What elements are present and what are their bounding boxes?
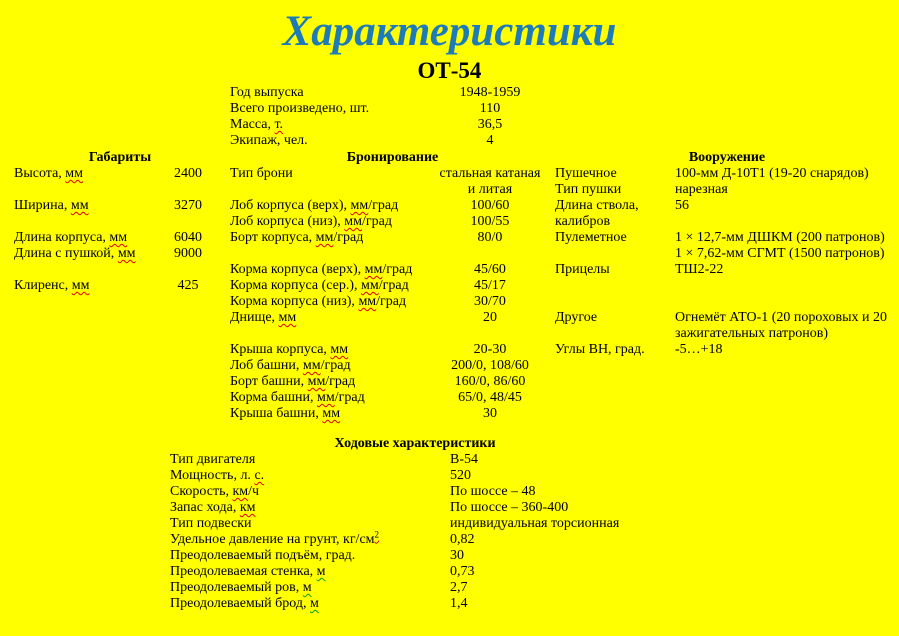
row-label: Корма башни, мм/град (230, 390, 365, 405)
row-value: ТШ2-22 (675, 262, 724, 277)
row-label: Корма корпуса (сер.), мм/град (230, 278, 409, 293)
table-row (170, 516, 660, 532)
row-value: 30 (483, 406, 497, 421)
table-row (555, 310, 899, 342)
table-row (230, 310, 555, 326)
row-value: нарезная (675, 182, 728, 197)
row-label: Скорость, км/ч (170, 484, 260, 499)
table-row (555, 342, 899, 358)
table-row (230, 262, 555, 278)
misspelled-text: мм (330, 342, 349, 357)
row-value: 1948-1959 (459, 85, 521, 100)
row-label: Всего произведено, шт. (230, 101, 370, 116)
row-value: 6040 (174, 230, 202, 245)
misspelled-text: мм (317, 390, 335, 405)
row-label: Тип подвески (170, 516, 252, 531)
table-row (230, 358, 555, 374)
misspelled-text: мм (278, 310, 297, 325)
row-value: 80/0 (477, 230, 503, 245)
row-label: Тип пушки (555, 182, 622, 197)
misspelled-text: м (316, 564, 326, 579)
misspelled-text: км (232, 484, 249, 499)
section-header-armor: Бронирование (346, 150, 439, 165)
section-header-dimensions: Габариты (88, 150, 152, 165)
row-label: Экипаж, чел. (230, 133, 308, 148)
row-label: Тип брони (230, 166, 293, 181)
table-row (230, 133, 670, 149)
misspelled-text: мм (71, 278, 90, 293)
section-header-armament: Вооружение (688, 150, 766, 165)
row-value: 110 (479, 101, 501, 116)
section-header-mobility: Ходовые характеристики (334, 436, 496, 451)
row-label: Преодолеваемая стенка, м (170, 564, 326, 579)
row-value: 1 × 12,7-мм ДШКМ (200 патронов) 1 × 7,62-мм СГМТ (1500 патронов) (675, 230, 885, 261)
row-value: Огнемёт АТО-1 (20 пороховых и 20 зажигательных патронов) (675, 310, 888, 341)
table-row (170, 468, 660, 484)
section-mobility (170, 436, 660, 612)
row-value: 160/0, 86/60 (454, 374, 526, 389)
table-row (230, 85, 670, 101)
table-row (170, 500, 660, 516)
row-label: Борт башни, мм/град (230, 374, 356, 389)
misspelled-text: мм (70, 198, 89, 213)
row-value: 20-30 (473, 342, 507, 357)
misspelled-text: мм (117, 246, 136, 261)
table-row (230, 278, 555, 294)
table-row (555, 198, 899, 230)
misspelled-text: 2 (374, 529, 380, 540)
row-label: Ширина, мм (14, 198, 89, 213)
row-value: 30 (450, 548, 464, 563)
row-label: Корма корпуса (верх), мм/град (230, 262, 413, 277)
row-label: Масса, т. (230, 117, 284, 132)
table-row (230, 214, 555, 230)
row-value: 30/70 (474, 294, 506, 309)
table-row (14, 246, 226, 262)
table-row (14, 278, 226, 294)
misspelled-text: т. (274, 117, 284, 132)
misspelled-text: мм (65, 166, 83, 181)
row-label: Пулеметное (555, 230, 627, 245)
table-row (555, 262, 899, 278)
row-value: 20 (483, 310, 497, 325)
table-row (170, 484, 660, 500)
row-value: 100/55 (470, 214, 510, 229)
dimensions-rows (14, 166, 226, 294)
row-value: 45/60 (474, 262, 506, 277)
misspelled-text: мм (315, 230, 334, 245)
row-value: По шоссе – 360-400 (450, 500, 569, 515)
table-row (230, 198, 555, 214)
model-title: ОТ-54 (417, 58, 482, 83)
spacer-row (230, 326, 555, 342)
table-row (170, 580, 660, 596)
row-label: Борт корпуса, мм/град (230, 230, 364, 245)
misspelled-text: мм (307, 374, 326, 389)
misspelled-text: мм (109, 230, 128, 245)
row-label: Прицелы (555, 262, 610, 277)
row-label: Крыша башни, мм (230, 406, 341, 421)
table-row (170, 548, 660, 564)
section-armor (230, 150, 555, 422)
misspelled-text: мм (364, 262, 383, 277)
table-row (230, 101, 670, 117)
page-title: Характеристики (282, 8, 617, 55)
table-row (14, 198, 226, 214)
armament-rows (555, 166, 899, 358)
row-value: 4 (486, 133, 494, 148)
row-label: Лоб корпуса (верх), мм/град (230, 198, 399, 213)
table-row (230, 406, 555, 422)
row-label: Лоб корпуса (низ), мм/град (230, 214, 392, 229)
row-label: Длина с пушкой, мм (14, 246, 136, 261)
spacer-row (230, 246, 555, 262)
table-row (170, 452, 660, 468)
table-row (555, 166, 899, 182)
row-label: Тип двигателя (170, 452, 256, 467)
row-label: Углы ВН, град. (555, 342, 645, 357)
table-row (14, 166, 226, 182)
section-dimensions (14, 150, 226, 294)
row-label: Мощность, л. с. (170, 468, 265, 483)
row-value: индивидуальная торсионная (450, 516, 620, 531)
row-label: Высота, мм (14, 166, 83, 181)
row-value: 0,73 (450, 564, 475, 579)
spacer-row (14, 214, 226, 230)
table-row (555, 230, 899, 262)
misspelled-text: м (310, 596, 319, 611)
table-row (230, 166, 555, 198)
section-general-info (230, 85, 670, 149)
table-row (230, 294, 555, 310)
row-label: Удельное давление на грунт, $кг/см^2$ (170, 529, 380, 547)
row-value: 100/60 (470, 198, 510, 213)
row-label: Днище, мм (230, 310, 297, 325)
spacer-row (14, 262, 226, 278)
row-value: 425 (177, 278, 199, 293)
mobility-rows (170, 452, 660, 612)
row-label: Преодолеваемый брод, м (170, 596, 319, 611)
row-value: 0,82 (450, 532, 475, 547)
row-value: 45/17 (474, 278, 506, 293)
row-label: Лоб башни, мм/град (230, 358, 351, 373)
row-value: 3270 (174, 198, 202, 213)
table-row (170, 564, 660, 580)
row-label: Другое (555, 310, 598, 325)
table-row (230, 374, 555, 390)
row-value: -5…+18 (675, 342, 723, 357)
armor-rows (230, 166, 555, 422)
row-value: 65/0, 48/45 (458, 390, 522, 405)
row-value: В-54 (450, 452, 478, 467)
spacer-row (555, 278, 899, 310)
table-row (230, 390, 555, 406)
row-value: 1,4 (450, 596, 468, 611)
row-value: 56 (675, 198, 689, 213)
row-label: Клиренс, мм (14, 278, 90, 293)
row-label: Корма корпуса (низ), мм/град (230, 294, 407, 309)
row-value: 520 (450, 468, 471, 483)
table-row (14, 230, 226, 246)
row-value: 100-мм Д-10Т1 (19-20 снарядов) (675, 166, 869, 181)
row-label: Запас хода, км (170, 500, 256, 515)
misspelled-text: мм (302, 358, 321, 373)
row-label: Крыша корпуса, мм (230, 342, 349, 357)
table-row (230, 230, 555, 246)
row-value: 2400 (174, 166, 202, 181)
section-armament (555, 150, 899, 358)
misspelled-text: км (239, 500, 256, 515)
row-label: Преодолеваемый ров, м (170, 580, 312, 595)
table-row (170, 529, 660, 548)
misspelled-text: с. (254, 468, 265, 483)
row-label: Пушечное (555, 166, 617, 181)
spacer-row (14, 182, 226, 198)
row-value: 200/0, 108/60 (451, 358, 529, 373)
row-value: 36,5 (477, 117, 503, 132)
misspelled-text: мм (344, 214, 363, 229)
row-label: Год выпуска (230, 85, 304, 100)
misspelled-text: м (302, 580, 312, 595)
row-value: 9000 (174, 246, 202, 261)
row-label: Длина ствола, калибров (555, 198, 639, 229)
table-row (230, 342, 555, 358)
misspelled-text: мм (322, 406, 341, 421)
misspelled-text: мм (358, 294, 377, 309)
row-label: Преодолеваемый подъём, град. (170, 548, 356, 563)
misspelled-text: мм (350, 198, 369, 213)
row-label: Длина корпуса, мм (14, 230, 128, 245)
table-row (555, 182, 899, 198)
row-value: стальная катаная и литая (439, 166, 541, 197)
table-row (170, 596, 660, 612)
misspelled-text: мм (361, 278, 379, 293)
row-value: По шоссе – 48 (450, 484, 536, 499)
row-value: 2,7 (450, 580, 468, 595)
table-row (230, 117, 670, 133)
